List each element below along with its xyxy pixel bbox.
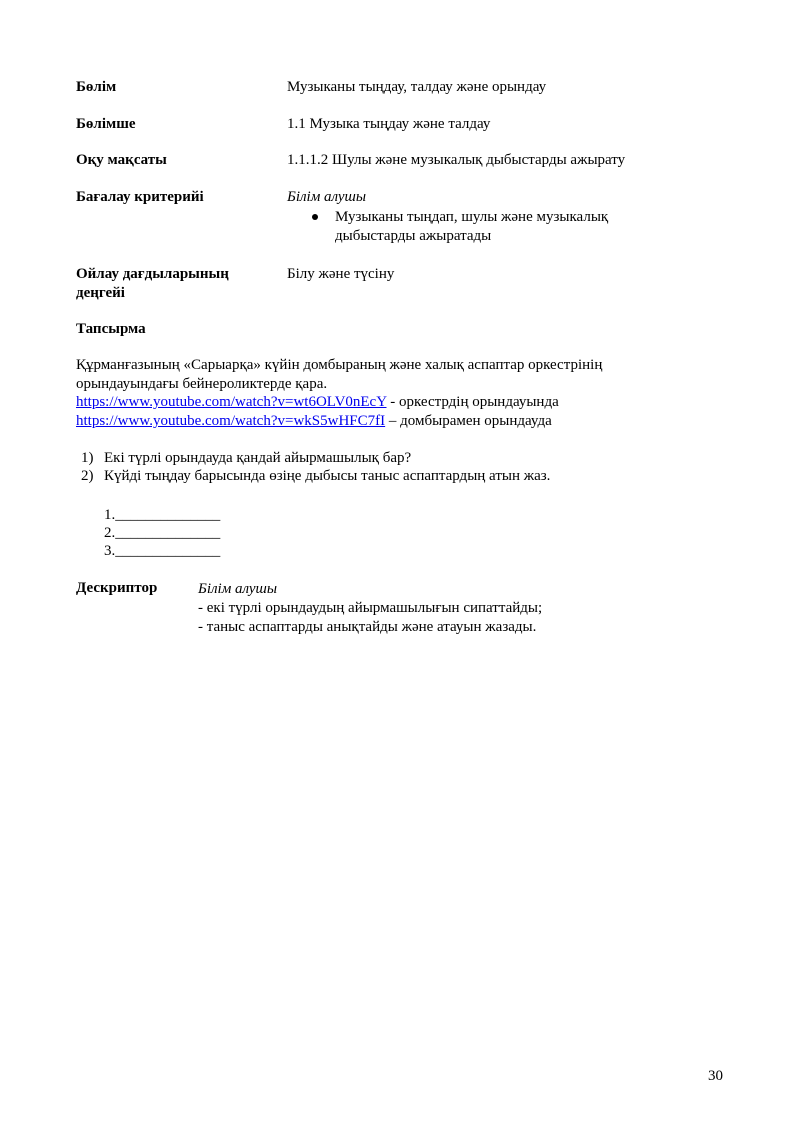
criteria-bullet-line1: Музыканы тыңдап, шулы және музыкалық [335, 209, 609, 225]
criteria-label: Бағалау критерийі [76, 189, 204, 205]
criteria-learner: Білім алушы [287, 189, 367, 205]
question-text: Екі түрлі орындауда қандай айырмашылық бар? [104, 450, 412, 466]
question-number: 1) [81, 450, 94, 466]
section-label: Бөлім [76, 79, 117, 95]
criteria-bullet-line2: дыбыстарды ажыратады [335, 228, 492, 244]
objective-value: 1.1.1.2 Шулы және музыкалық дыбыстарды ажырату [287, 152, 626, 168]
subsection-label: Бөлімше [76, 116, 136, 132]
link-line-orchestra [76, 393, 559, 412]
thinking-label-line1: Ойлау дағдыларының [76, 266, 229, 282]
descriptor-item-1: - екі түрлі орындаудың айырмашылығын сипаттайды; [198, 600, 543, 616]
answer-line-1: 1.______________ [104, 507, 221, 523]
orchestra-video-link[interactable]: https://www.youtube.com/watch?v=wt6OLV0nEcY [76, 394, 387, 410]
objective-label: Оқу мақсаты [76, 152, 167, 168]
descriptor-item-2: - таныс аспаптарды анықтайды және атауын жазады. [198, 619, 537, 635]
question-text: Күйді тыңдау барысында өзіңе дыбысы таныс аспаптардың атын жаз. [104, 468, 551, 484]
bullet-icon [312, 214, 318, 220]
dombyra-note: – домбырамен орындауда [385, 413, 552, 429]
thinking-label-line2: деңгейі [76, 285, 125, 301]
descriptor-label: Дескриптор [76, 580, 158, 596]
task-heading: Тапсырма [76, 321, 146, 337]
descriptor-learner: Білім алушы [198, 581, 278, 597]
task-intro-line2: орындауындағы бейнероликтерде қара. [76, 376, 328, 392]
thinking-value: Білу және түсіну [287, 266, 395, 282]
dombyra-video-link[interactable]: https://www.youtube.com/watch?v=wkS5wHFC7fI [76, 413, 386, 429]
page-number: 30 [708, 1068, 723, 1084]
answer-line-2: 2.______________ [104, 525, 221, 541]
section-value: Музыканы тыңдау, талдау және орындау [287, 79, 547, 95]
orchestra-note: - оркестрдің орындауында [386, 394, 559, 410]
question-number: 2) [81, 468, 94, 484]
subsection-value: 1.1 Музыка тыңдау және талдау [287, 116, 491, 132]
answer-line-3: 3.______________ [104, 543, 221, 559]
link-line-dombyra [76, 412, 552, 431]
task-intro-line1: Құрманғазының «Сарыарқа» күйін домбыраның және халық аспаптар оркестрінің [76, 357, 603, 373]
